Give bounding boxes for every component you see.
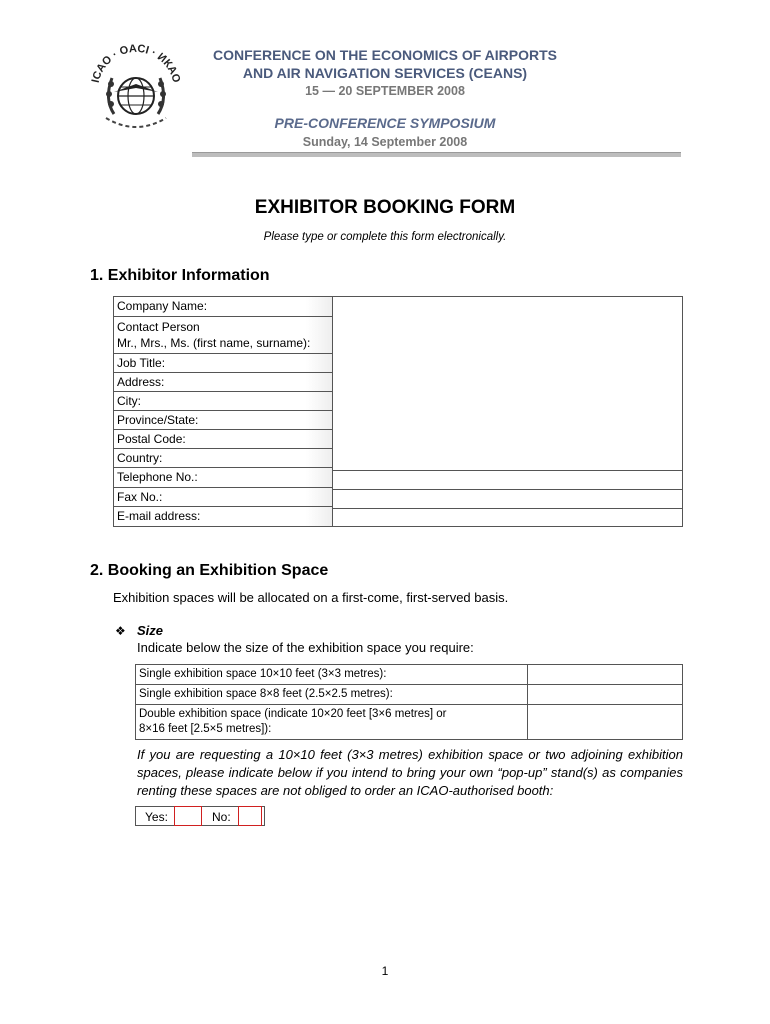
field-telephone <box>114 468 332 488</box>
form-subtitle: Please type or complete this form electronically. <box>263 231 507 243</box>
conference-title-line1: CONFERENCE ON THE ECONOMICS OF AIRPORTS <box>212 47 558 63</box>
diamond-bullet-icon: ❖ <box>115 624 126 638</box>
field-company-name <box>114 297 332 317</box>
fax-input[interactable] <box>333 490 682 508</box>
field-label: Mr., Mrs., Ms. (first name, surname): <box>117 336 311 350</box>
field-label: Telephone No.: <box>117 470 198 484</box>
email-input[interactable] <box>333 509 682 526</box>
telephone-input[interactable] <box>333 471 682 489</box>
size-description: Indicate below the size of the exhibition space you require: <box>137 640 474 655</box>
field-contact-person <box>114 317 332 354</box>
pre-conference-title: PRE-CONFERENCE SYMPOSIUM <box>274 115 496 131</box>
section-2-title: 2. Booking an Exhibition Space <box>90 562 329 579</box>
size-option-label-line2: 8×16 feet [2.5×5 metres]): <box>139 723 272 735</box>
size-option-label <box>136 705 528 739</box>
yes-label: Yes: <box>145 810 168 824</box>
field-label: Address: <box>117 375 165 389</box>
field-label: E-mail address: <box>117 509 201 523</box>
size-option-row <box>136 685 682 705</box>
size-double-input[interactable] <box>528 705 682 739</box>
size-10x10-input[interactable] <box>528 665 682 684</box>
field-label: Job Title: <box>117 356 166 370</box>
form-title: EXHIBITOR BOOKING FORM <box>254 197 516 218</box>
yes-no-choice <box>135 806 265 826</box>
section-2-intro: Exhibition spaces will be allocated on a first-come, first-served basis. <box>113 590 509 605</box>
field-city <box>114 392 332 411</box>
field-label: Company Name: <box>117 299 208 313</box>
field-label: Postal Code: <box>117 432 186 446</box>
size-heading: Size <box>137 623 164 638</box>
conference-dates: 15 — 20 SEPTEMBER 2008 <box>305 84 465 98</box>
field-country <box>114 449 332 468</box>
size-8x8-input[interactable] <box>528 685 682 704</box>
field-label: City: <box>117 394 141 408</box>
field-job-title <box>114 354 332 373</box>
size-options-table <box>135 664 683 740</box>
field-province-state <box>114 411 332 430</box>
field-label: Contact Person <box>117 320 200 334</box>
field-postal-code <box>114 430 332 449</box>
size-option-label-line1: Double exhibition space (indicate 10×20 feet [3×6 metres] or <box>139 708 447 720</box>
field-label: Fax No.: <box>117 490 163 504</box>
no-checkbox[interactable] <box>238 806 262 826</box>
pre-conference-date: Sunday, 14 September 2008 <box>302 135 468 149</box>
field-address <box>114 373 332 392</box>
logo-text: ICAO · OACI · ИКАО <box>89 44 183 85</box>
field-label: Province/State: <box>117 413 199 427</box>
no-label: No: <box>212 810 231 824</box>
yes-checkbox[interactable] <box>174 806 202 826</box>
field-label: Country: <box>117 451 163 465</box>
header-divider <box>192 152 681 157</box>
section-1-title: 1. Exhibitor Information <box>90 267 270 284</box>
popup-stand-note: If you are requesting a 10×10 feet (3×3 metres) exhibition space or two adjoining exhibition spaces, please indicate below if you intend to bring your own “pop-up” stand(s) as companies renting these spaces are not obliged to order an ICAO-authorised booth: <box>137 747 683 798</box>
size-option-label: Single exhibition space 8×8 feet (2.5×2.5 metres): <box>136 685 528 704</box>
size-option-row <box>136 705 682 739</box>
size-option-label: Single exhibition space 10×10 feet (3×3 metres): <box>136 665 528 684</box>
exhibitor-details-input[interactable] <box>333 297 682 470</box>
field-email <box>114 507 332 526</box>
field-fax <box>114 488 332 507</box>
exhibitor-info-table <box>113 296 683 527</box>
page-number: 1 <box>381 964 389 978</box>
conference-title-line2: AND AIR NAVIGATION SERVICES (CEANS) <box>242 65 528 81</box>
size-option-row <box>136 665 682 685</box>
